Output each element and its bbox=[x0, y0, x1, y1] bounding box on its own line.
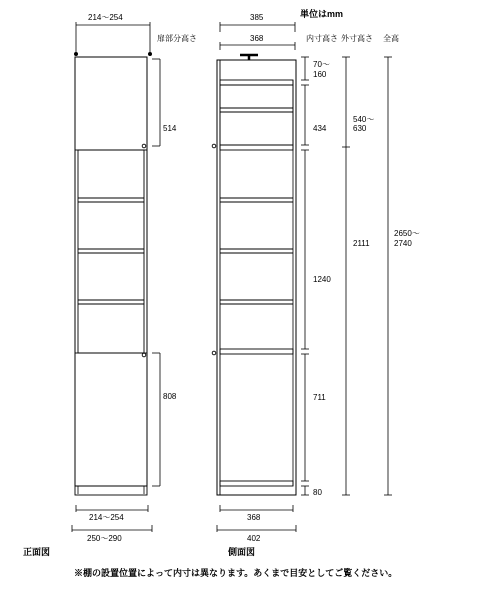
side-cabinet-outline bbox=[217, 60, 296, 495]
side-view bbox=[212, 13, 420, 557]
side-upper-inner: 434 bbox=[313, 124, 327, 133]
side-upper-outer-1: 540～ bbox=[353, 115, 375, 124]
side-middle-outer: 2111 bbox=[353, 239, 370, 248]
side-view-label: 側面図 bbox=[228, 547, 256, 557]
front-top-knob-right bbox=[148, 52, 152, 56]
front-upper-door-height: 514 bbox=[163, 124, 177, 133]
footnote: ※棚の設置位置によって内寸は異なります。あくまで目安としてご覧ください。 bbox=[74, 568, 398, 578]
front-top-knob-left bbox=[74, 52, 78, 56]
front-cabinet-outline bbox=[75, 57, 147, 486]
side-total-2: 2740 bbox=[394, 239, 412, 248]
side-upper-knob bbox=[212, 144, 216, 148]
outer-height-header: 外寸高さ bbox=[341, 34, 373, 43]
unit-label: 単位はmm bbox=[300, 9, 344, 19]
side-inner-depth: 368 bbox=[250, 34, 264, 43]
front-view-label: 正面図 bbox=[23, 547, 51, 557]
door-height-header: 扉部分高さ bbox=[157, 34, 197, 43]
total-height-header: 全高 bbox=[383, 34, 399, 43]
front-plinth bbox=[75, 486, 147, 495]
front-inner-width: 214～254 bbox=[89, 513, 124, 522]
side-bottom-inner: 368 bbox=[247, 513, 261, 522]
side-lower-inner: 711 bbox=[313, 393, 326, 402]
side-bottom-outer: 402 bbox=[247, 534, 261, 543]
side-outer-depth: 385 bbox=[250, 13, 264, 22]
inner-height-header: 内寸高さ bbox=[306, 34, 338, 43]
front-lower-door-height: 808 bbox=[163, 392, 177, 401]
side-top-inner-2: 160 bbox=[313, 70, 327, 79]
front-outer-width: 250～290 bbox=[87, 534, 122, 543]
side-middle-inner: 1240 bbox=[313, 275, 331, 284]
side-total-1: 2650～ bbox=[394, 229, 420, 238]
side-base-height: 80 bbox=[313, 488, 322, 497]
side-top-inner-1: 70～ bbox=[313, 60, 330, 69]
front-view bbox=[23, 13, 177, 557]
front-top-width: 214～254 bbox=[88, 13, 123, 22]
side-lower-knob bbox=[212, 351, 216, 355]
side-upper-outer-2: 630 bbox=[353, 124, 367, 133]
